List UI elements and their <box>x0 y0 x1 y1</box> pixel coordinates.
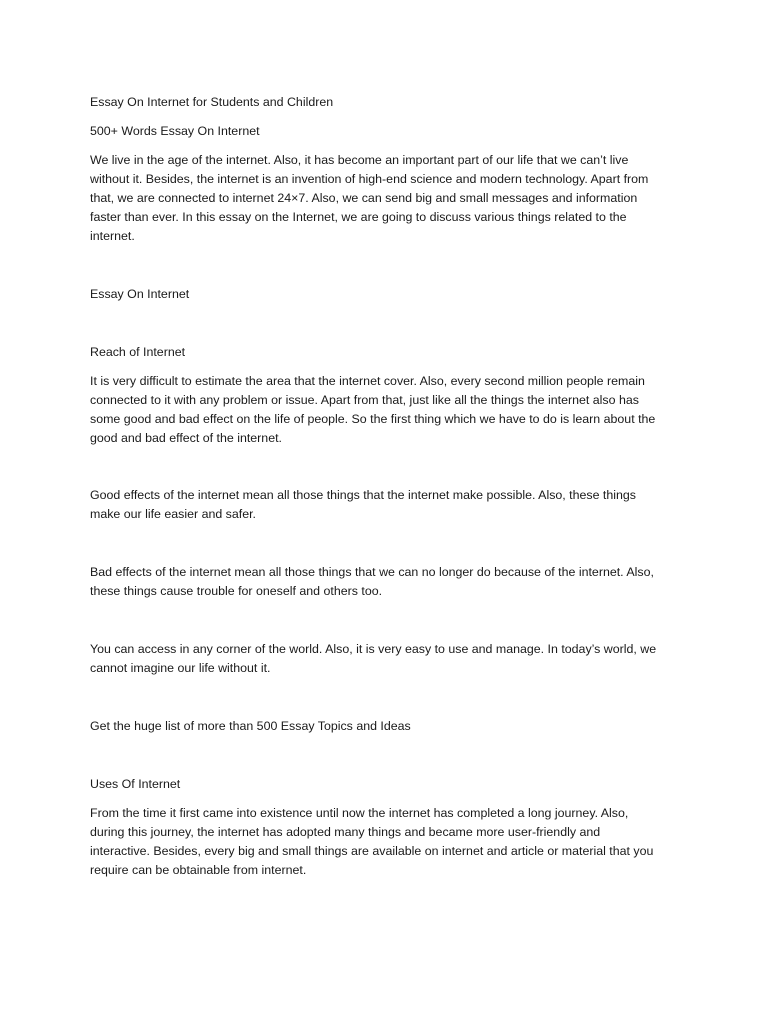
paragraph-line: without it. Besides, the internet is an invention of high-end science and modern technology. Apart from <box>90 172 649 186</box>
paragraph-line: during this journey, the internet has adopted many things and became more user-friendly and <box>90 825 601 839</box>
paragraph-line: cannot imagine our life without it. <box>90 661 271 675</box>
paragraph-line: Good effects of the internet mean all those things that the internet make possible. Also, these things <box>90 488 636 502</box>
section-heading-reach: Reach of Internet <box>90 345 186 359</box>
paragraph-line: make our life easier and safer. <box>90 507 256 521</box>
paragraph-line: faster than ever. In this essay on the Internet, we are going to discuss various things related to the <box>90 210 627 224</box>
topics-link-text: Get the huge list of more than 500 Essay Topics and Ideas <box>90 719 411 733</box>
document-subtitle: 500+ Words Essay On Internet <box>90 124 260 138</box>
paragraph-line: We live in the age of the internet. Also, it has become an important part of our life that we can’t live <box>90 153 629 167</box>
paragraph-line: these things cause trouble for oneself and others too. <box>90 584 383 598</box>
paragraph-line: good and bad effect of the internet. <box>90 431 282 445</box>
paragraph-line: From the time it first came into existence until now the internet has completed a long journey. Also, <box>90 806 629 820</box>
section-heading-uses: Uses Of Internet <box>90 777 181 791</box>
paragraph-line: require can be obtainable from internet. <box>90 863 307 877</box>
paragraph-line: It is very difficult to estimate the area that the internet cover. Also, every second million people remain <box>90 374 645 388</box>
paragraph-line: some good and bad effect on the life of people. So the first thing which we have to do is learn about the <box>90 412 656 426</box>
document-title: Essay On Internet for Students and Children <box>90 95 334 109</box>
section-heading-essay: Essay On Internet <box>90 287 190 301</box>
paragraph-line: that, we are connected to internet 24×7. Also, we can send big and small messages and information <box>90 191 638 205</box>
paragraph-line: connected to it with any problem or issue. Apart from that, just like all the things the internet also has <box>90 393 639 407</box>
paragraph-line: interactive. Besides, every big and small things are available on internet and article or material that you <box>90 844 654 858</box>
paragraph-line: You can access in any corner of the world. Also, it is very easy to use and manage. In today’s world, we <box>90 642 657 656</box>
paragraph-line: internet. <box>90 229 135 243</box>
paragraph-line: Bad effects of the internet mean all those things that we can no longer do because of the internet. Also, <box>90 565 654 579</box>
